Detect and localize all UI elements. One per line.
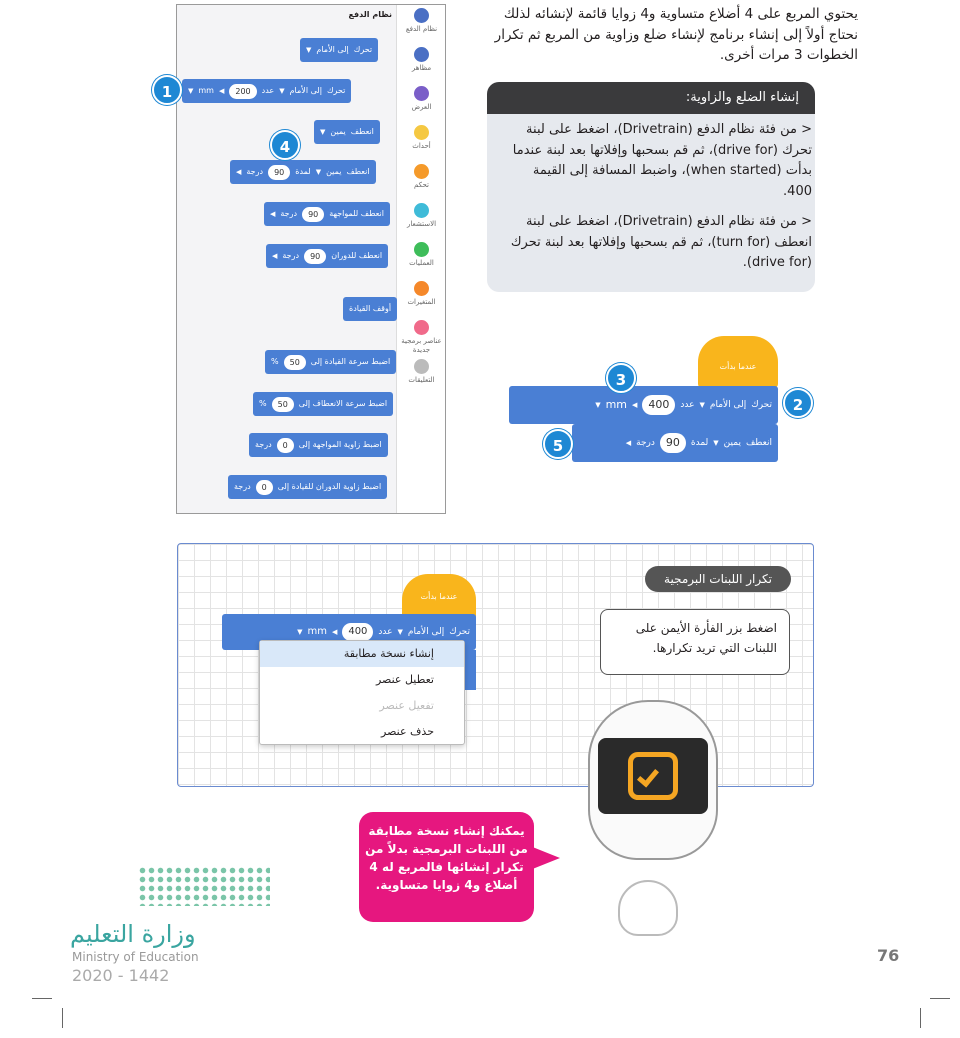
unit-select[interactable]: mm — [307, 626, 327, 637]
category-label: مظاهر — [411, 64, 432, 72]
chevron-down-icon: ▼ — [315, 168, 322, 176]
block-label: تحرك — [326, 86, 346, 95]
rotation-input[interactable]: 0 — [256, 480, 273, 495]
block-label: يمين — [330, 127, 346, 136]
category-label: نظام الدفع — [405, 25, 438, 33]
marker-4: 4 — [270, 130, 300, 160]
category-3[interactable] — [397, 125, 446, 164]
category-label: عناصر برمجية جديدة — [401, 337, 442, 354]
crop-mark — [62, 1008, 63, 1028]
palette-drive-block[interactable] — [300, 38, 378, 62]
palette-turn-velocity-block[interactable] — [253, 392, 393, 416]
instruction-title: إنشاء الضلع والزاوية: — [487, 82, 815, 114]
instruction-step-2: < من فئة نظام الدفع (Drivetrain)، اضغط على لبنة انعطف (turn for)، ثم قم بسحبها وإفلاتها بعد لبنة تحرك (drive for). — [510, 214, 812, 270]
chevron-down-icon: ▼ — [306, 46, 312, 54]
palette-stop-block[interactable] — [343, 297, 397, 321]
block-label: إلى الأمام — [709, 400, 747, 410]
angle-input[interactable]: 90 — [302, 207, 324, 222]
palette-turn-rotation-block[interactable] — [266, 244, 388, 268]
block-label: اضبط زاوية الدوران للقيادة إلى — [277, 482, 382, 491]
unit-select[interactable]: mm — [198, 86, 214, 95]
block-label: اضبط سرعة القيادة إلى — [310, 357, 391, 366]
marker-3: 3 — [606, 363, 636, 393]
unit-select[interactable]: mm — [605, 398, 628, 411]
block-label: درجة — [636, 438, 655, 448]
menu-item-delete[interactable]: حذف عنصر — [381, 725, 434, 738]
block-label: عدد — [261, 86, 275, 95]
ministry-name-en: Ministry of Education — [72, 950, 199, 964]
chevron-down-icon: ▼ — [188, 87, 194, 95]
chevron-down-icon: ▼ — [297, 628, 303, 636]
block-label: يمين — [723, 438, 741, 448]
category-label: العرض — [411, 103, 432, 111]
category-label: الاستشعار — [406, 220, 437, 228]
menu-item-disable[interactable]: تعطيل عنصر — [375, 673, 434, 686]
chevron-left-icon: ◀ — [218, 87, 225, 95]
angle-input[interactable]: 90 — [304, 249, 326, 264]
chevron-down-icon: ▼ — [595, 401, 601, 409]
block-label: لمدة — [690, 438, 709, 448]
robot-base — [618, 880, 678, 936]
category-dot-icon — [414, 86, 429, 101]
ministry-logo — [138, 866, 270, 906]
ministry-name-ar: وزارة التعليم — [70, 920, 196, 948]
palette-turn-block[interactable] — [314, 120, 380, 144]
crop-mark — [920, 1008, 921, 1028]
context-menu — [259, 640, 465, 745]
category-dot-icon — [414, 242, 429, 257]
block-label: انعطف — [350, 127, 374, 136]
chevron-left-icon: ◀ — [236, 168, 242, 176]
block-label: درجة — [255, 440, 272, 449]
chevron-down-icon: ▼ — [320, 128, 326, 136]
distance-input[interactable]: 200 — [229, 84, 256, 99]
category-dot-icon — [414, 164, 429, 179]
category-7[interactable] — [397, 281, 446, 320]
category-dot-icon — [414, 47, 429, 62]
velocity-input[interactable]: 50 — [284, 355, 306, 370]
category-dot-icon — [414, 8, 429, 23]
block-label: درجة — [280, 209, 298, 218]
intro-paragraph: يحتوي المربع على 4 أضلاع متساوية و4 زوايا قائمة لإنشائه لذلك نحتاج أولاً إلى إنشاء برنامج لإنشاء ضلع وزاوية من المربع ثم تكرار الخطوات 3 مرات أخرى. — [494, 6, 858, 63]
block-label: إلى الأمام — [316, 45, 349, 54]
chevron-left-icon: ◀ — [625, 439, 632, 447]
distance-input[interactable]: 400 — [342, 623, 373, 641]
palette-set-rotation-block[interactable] — [228, 475, 387, 499]
palette-drive-for-block[interactable] — [182, 79, 351, 103]
page-number: 76 — [877, 946, 900, 965]
palette-set-heading-block[interactable] — [249, 433, 388, 457]
block-label: درجة — [246, 167, 264, 176]
block-label: اضبط سرعة الانعطاف إلى — [298, 399, 388, 408]
block-label: تحرك — [449, 627, 470, 637]
block-label: تحرك — [751, 400, 772, 410]
marker-1: 1 — [152, 75, 182, 105]
chevron-down-icon: ▼ — [713, 439, 719, 447]
palette-drive-velocity-block[interactable] — [265, 350, 396, 374]
chevron-left-icon: ◀ — [632, 401, 638, 409]
category-dot-icon — [414, 203, 429, 218]
palette-header: نظام الدفع — [348, 10, 392, 19]
callout-pointer — [530, 846, 560, 870]
block-label: إلى الأمام — [407, 627, 445, 637]
category-9[interactable] — [397, 359, 446, 398]
block-label: لمدة — [295, 167, 311, 176]
category-4[interactable] — [397, 164, 446, 203]
category-label: تحكم — [414, 181, 429, 189]
block-label: درجة — [234, 482, 251, 491]
when-started-block[interactable]: عندما بدأت — [698, 336, 778, 388]
chevron-left-icon: ◀ — [270, 210, 276, 218]
category-dot-icon — [414, 281, 429, 296]
block-label: عدد — [680, 400, 695, 410]
block-label: انعطف للمواجهة — [329, 209, 384, 218]
crop-mark — [930, 998, 950, 999]
block-label: درجة — [282, 251, 300, 260]
chevron-left-icon: ◀ — [272, 252, 278, 260]
category-label: العمليات — [409, 259, 434, 267]
block-label: اضبط زاوية المواجهة إلى — [298, 440, 382, 449]
marker-5: 5 — [543, 429, 573, 459]
year-label: 2020 - 1442 — [72, 966, 170, 985]
script-turn-block[interactable] — [572, 424, 778, 462]
category-0[interactable] — [397, 8, 446, 47]
category-label: المتغيرات — [407, 298, 436, 306]
chevron-down-icon: ▼ — [279, 87, 285, 95]
block-label: إلى الأمام — [289, 86, 322, 95]
menu-item-duplicate[interactable]: إنشاء نسخة مطابقة — [260, 641, 464, 667]
script-drive-block[interactable] — [509, 386, 778, 424]
block-label: أوقف القيادة — [349, 304, 392, 313]
palette-turn-for-block[interactable] — [230, 160, 376, 184]
block-label: عدد — [378, 627, 393, 637]
menu-item-enable: تفعيل عنصر — [379, 699, 434, 712]
block-label: انعطف — [346, 167, 370, 176]
category-label: أحداث — [412, 142, 431, 150]
chevron-down-icon: ▼ — [699, 401, 705, 409]
block-label: تحرك — [353, 45, 373, 54]
palette-turn-heading-block[interactable] — [264, 202, 390, 226]
block-label: يمين — [326, 167, 342, 176]
category-dot-icon — [414, 125, 429, 140]
instruction-step-1: < من فئة نظام الدفع (Drivetrain)، اضغط على لبنة تحرك (drive for)، ثم قم بسحبها وإفلاتها بعد لبنة عندما بدأت (when started)، واضبط المسافة إلى القيمة 400. — [512, 122, 812, 199]
duplicate-title: تكرار اللبنات البرمجية — [645, 566, 791, 592]
category-1[interactable] — [397, 47, 446, 86]
when-started-block[interactable]: عندما بدأت — [402, 574, 476, 620]
chevron-left-icon: ◀ — [331, 628, 338, 636]
category-dot-icon — [414, 359, 429, 374]
block-label: % — [271, 357, 279, 366]
category-label: التعليقات — [408, 376, 435, 384]
chevron-down-icon: ▼ — [397, 628, 403, 636]
category-6[interactable] — [397, 242, 446, 281]
angle-input[interactable]: 90 — [660, 433, 686, 453]
block-label: انعطف — [745, 438, 772, 448]
category-5[interactable] — [397, 203, 446, 242]
block-label: انعطف للدوران — [331, 251, 383, 260]
category-2[interactable] — [397, 86, 446, 125]
heading-input[interactable]: 0 — [277, 438, 294, 453]
block-label: % — [259, 399, 267, 408]
category-list — [397, 8, 445, 398]
tip-callout: يمكنك إنشاء نسخة مطابقة من اللبنات البرمجية بدلاً من تكرار إنشائها فالمربع له 4 أضلاع و4 زوايا متساوية. — [359, 812, 534, 922]
crop-mark — [32, 998, 52, 999]
duplicate-tip: اضغط بزر الفأرة الأيمن على اللبنات التي تريد تكرارها. — [600, 609, 790, 675]
category-8[interactable] — [397, 320, 446, 359]
velocity-input[interactable]: 50 — [272, 397, 294, 412]
angle-input[interactable]: 90 — [268, 165, 290, 180]
marker-2: 2 — [783, 388, 813, 418]
category-dot-icon — [414, 320, 429, 335]
distance-input[interactable]: 400 — [642, 395, 675, 415]
